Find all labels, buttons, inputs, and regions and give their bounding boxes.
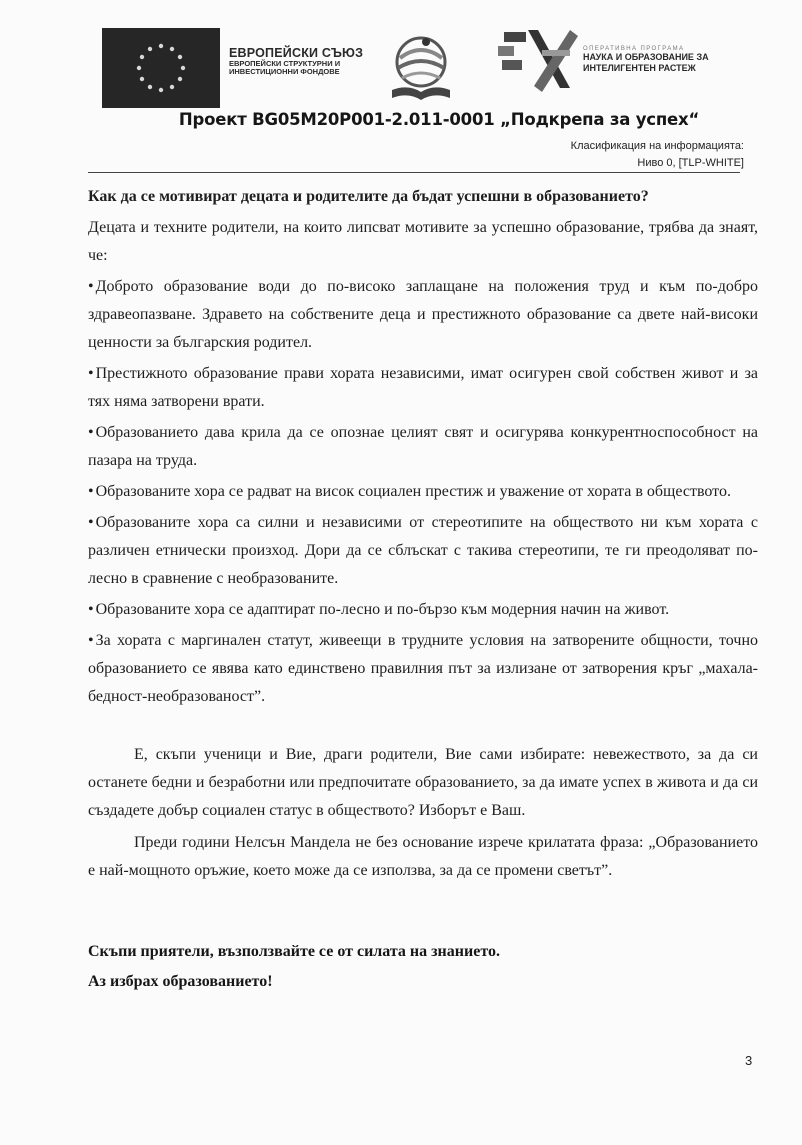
quote-paragraph: Преди години Нелсън Мандела не без основание изрече крилатата фраза: „Образованието е най-мощното оръжие, което може да се използва, за да се промени светът”. [88,834,758,879]
closing-line: Аз избрах образованието! [88,973,273,990]
header-divider [88,172,740,173]
bullet-item: • Доброто образование води до по-високо заплащане на положения труд и към по-добро здравеопазване. Здравето на собствените деца и престижното образование са двете най-високи ценности за българския родител. [88,273,758,357]
bullet-item: • Образованието дава крила да се опознае целият свят и осигурява конкурентноспособност на пазара на труда. [88,419,758,475]
eu-title: ЕВРОПЕЙСКИ СЪЮЗ [229,46,364,60]
bullet-item: • Образованите хора се радват на висок социален престиж и уважение от хората в обществото. [88,478,758,506]
closing-statement [88,937,500,997]
eu-logo-text [229,46,363,76]
bullet-item: • Образованите хора са силни и независими от стереотипите на обществото ни към хората с различен етнически произход. Дори да се сблъскат с такива стереотипи, те ги преодоляват по-лесно в сравнение с необразованите. [88,509,758,593]
operational-programme-text [583,46,723,73]
page-number: 3 [745,1053,753,1068]
section-heading: Как да се мотивират децата и родителите да бъдат успешни в образованието? [88,188,649,205]
classification-level: Ниво 0, [TLP-WHITE] [637,157,744,169]
op-label: ОПЕРАТИВНА ПРОГРАМА [583,46,685,52]
intro-paragraph: Децата и техните родители, на които липсват мотивите за успешно образование, трябва да знаят, че: [88,219,758,264]
bullet-item: • Престижното образование прави хората независими, имат осигурен свой собствен живот и за тях няма затворени врати. [88,360,758,416]
bullet-item: • Образованите хора се адаптират по-лесно и по-бързо към модерния начин на живот. [88,596,758,624]
appeal-paragraph: Е, скъпи ученици и Вие, драги родители, Вие сами избирате: невежеството, за да си останете бедни и безработни или предпочитате образованието, за да имате успех в живота и да си създадете добър социален статус в обществото? Изборът е Ваш. [88,746,758,819]
document-body [88,183,758,885]
classification-label: Класификация на информацията: [570,140,744,152]
eu-flag-logo [102,28,220,108]
book-globe-logo [378,32,464,108]
page-header [0,0,802,190]
closing-line: Скъпи приятели, възползвайте се от силата на знанието. [88,943,500,960]
classification-info [571,138,744,172]
bullet-item: • За хората с маргинален статут, живеещи в трудните условия на затворените общности, точно образованието се явява като единствено правилния път за излизане от затворения кръг „махала-бедност-необразованост”. [88,627,758,711]
project-title-text: Проект BG05M20P001-2.011-0001 „Подкрепа за успех“ [178,110,700,129]
project-title [0,110,802,129]
eu-subtitle: ЕВРОПЕЙСКИ СТРУКТУРНИ И ИНВЕСТИЦИОННИ ФОНДОВЕ [229,59,341,76]
op-title: НАУКА И ОБРАЗОВАНИЕ ЗА ИНТЕЛИГЕНТЕН РАСТЕЖ [583,52,709,73]
operational-programme-logo [498,26,582,96]
